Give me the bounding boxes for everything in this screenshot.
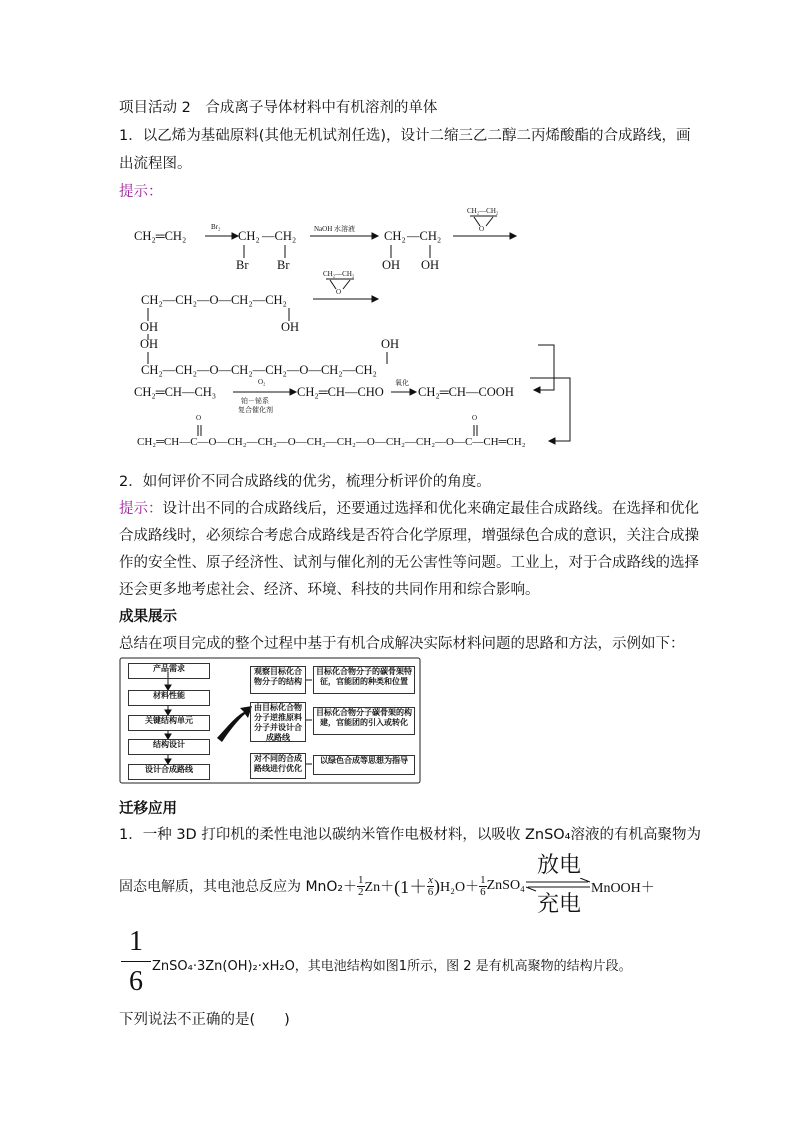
- hydroxyl-e: OH: [140, 337, 159, 351]
- flow-right-2: 目标化合物分子碳骨架的构建，官能团的引入或转化: [313, 707, 415, 735]
- results-heading: 成果展示: [119, 609, 177, 625]
- hint-label-1: 提示：: [119, 184, 163, 200]
- reagent-br2: Br₂: [211, 223, 221, 231]
- bromine-b: Br: [277, 258, 290, 272]
- reagent-o2: O₂: [258, 378, 266, 386]
- product-mnooh: MnOOH＋: [591, 881, 655, 896]
- flow-mid-1: 观察目标化合物分子的结构: [250, 666, 306, 694]
- hint-2-line-4: 还会更多地考虑社会、经济、环境、科技的共同作用和综合影响。: [119, 582, 540, 598]
- epoxide-1-oxygen: O: [479, 225, 485, 233]
- transfer-heading: 迁移应用: [119, 801, 177, 817]
- epoxide-2-oxygen: O: [336, 288, 342, 296]
- carbonyl-o-right: O: [472, 414, 478, 422]
- transfer-q1-line-1: 1．一种 3D 打印机的柔性电池以碳纳米管作电极材料，以吸收 ZnSO₄溶液的有机高聚物为: [119, 827, 701, 843]
- flow-left-1: 产品需求: [128, 663, 210, 679]
- flow-left-3: 关键结构单元: [128, 715, 210, 731]
- question-1-line-2: 出流程图。: [119, 156, 192, 172]
- water-term: H₂O＋: [440, 880, 480, 895]
- acrolein: CH₂═CH—CHO: [297, 385, 384, 399]
- flow-right-3: 以绿色合成等思想为指导: [313, 755, 415, 775]
- flow-mid-2: 由目标化合物分子逆推原料分子并设计合成路线: [250, 702, 306, 742]
- reagent-oxidation: 氧化: [395, 379, 409, 387]
- dibromo-ch2-a: CH₂: [238, 229, 260, 243]
- znso4-term: ZnSO₄: [486, 878, 525, 893]
- reaction-product-line: ZnSO₄·3Zn(OH)₂·xH₂O，其电池结构如图1所示，图 2 是有机高聚物的结构片段。: [152, 959, 632, 974]
- dibromo-ch2-b: —CH₂: [262, 229, 297, 243]
- flow-mid-3: 对不同的合成路线进行优化: [250, 753, 306, 779]
- big-fraction-denominator: 6: [129, 966, 143, 997]
- fraction-half: $\frac{1}{2}$: [358, 873, 364, 898]
- fraction-x-6: $\frac{x}{6}$: [427, 873, 434, 898]
- question-2: 2．如何评价不同合成路线的优劣，梳理分析评价的角度。: [119, 474, 491, 490]
- diacrylate-product: CH₂═CH—C—O—CH₂—CH₂—O—CH₂—CH₂—O—CH₂—CH₂—O—C—CH═CH₂: [137, 436, 526, 448]
- question-1-line-1: 1．以乙烯为基础原料(其他无机试剂任选)，设计二缩三乙二醇二丙烯酸酯的合成路线，画: [119, 128, 691, 144]
- ethylene: CH₂═CH₂: [134, 229, 187, 243]
- transfer-question: 下列说法不正确的是( ): [119, 1012, 290, 1028]
- hint-2-line-3: 作的安全性、原子经济性、试剂与催化剂的无公害性等问题。工业上，对于合成路线的选择: [119, 555, 699, 571]
- charge-label: 充电: [536, 892, 581, 917]
- hint-2-line-2: 合成路线时，必须综合考虑合成路线是否符合化学原理，增强绿色合成的意识，关注合成操: [119, 528, 699, 544]
- activity-title: 项目活动 2 合成离子导体材料中有机溶剂的单体: [119, 100, 438, 116]
- hydroxyl-f: OH: [381, 337, 400, 351]
- reagent-naoh: NaOH 水溶液: [314, 225, 356, 233]
- flow-left-2: 材料性能: [128, 690, 210, 706]
- summary-text: 总结在项目完成的整个过程中基于有机合成解决实际材料问题的思路和方法，示例如下：: [119, 636, 685, 652]
- hydroxyl-a: OH: [382, 258, 401, 272]
- epoxide-1-label: CH₂—CH₂: [467, 207, 499, 215]
- paren-close: ): [434, 875, 440, 896]
- bromine-a: Br: [236, 258, 249, 272]
- acrylic-acid: CH₂═CH—COOH: [418, 385, 514, 399]
- hydroxyl-c: OH: [140, 320, 159, 334]
- flow-left-4: 结构设计: [128, 739, 210, 755]
- flow-left-5: 设计合成路线: [128, 764, 210, 780]
- zn-term: Zn＋: [364, 880, 395, 895]
- propene: CH₂═CH—CH₃: [134, 385, 217, 399]
- fraction-sixth: $\frac{1}{6}$: [480, 873, 486, 898]
- glycol-ch2-a: CH₂: [384, 229, 406, 243]
- glycol-ch2-b: —CH₂: [407, 229, 442, 243]
- epoxide-2-label: CH₂—CH₂: [323, 270, 355, 278]
- big-arrow-icon: [217, 706, 252, 742]
- battery-reaction: [119, 866, 525, 906]
- catalyst-line-1: 铂－铋系: [241, 397, 269, 405]
- big-fraction-bar: [121, 961, 151, 962]
- triethylene-glycol: CH₂—CH₂—O—CH₂—CH₂—O—CH₂—CH₂: [141, 363, 377, 377]
- discharge-label: 放电: [536, 853, 581, 878]
- diethylene-glycol: CH₂—CH₂—O—CH₂—CH₂: [141, 293, 287, 307]
- flow-right-1: 目标化合物分子的碳骨架特征，官能团的种类和位置: [313, 666, 415, 694]
- hydroxyl-b: OH: [421, 258, 440, 272]
- paren-open: (1＋: [394, 877, 428, 897]
- catalyst-line-2: 复合催化剂: [238, 406, 273, 414]
- hint-label-2: 提示：: [119, 501, 163, 517]
- hydroxyl-d: OH: [281, 320, 300, 334]
- big-fraction-numerator: 1: [129, 926, 143, 957]
- reaction-prefix: 固态电解质，其电池总反应为 MnO₂＋: [119, 879, 358, 895]
- carbonyl-o-left: O: [196, 414, 202, 422]
- hint-2-line-1: 提示：设计出不同的合成路线后，还要通过选择和优化来确定最佳合成路线。在选择和优化: [119, 501, 699, 517]
